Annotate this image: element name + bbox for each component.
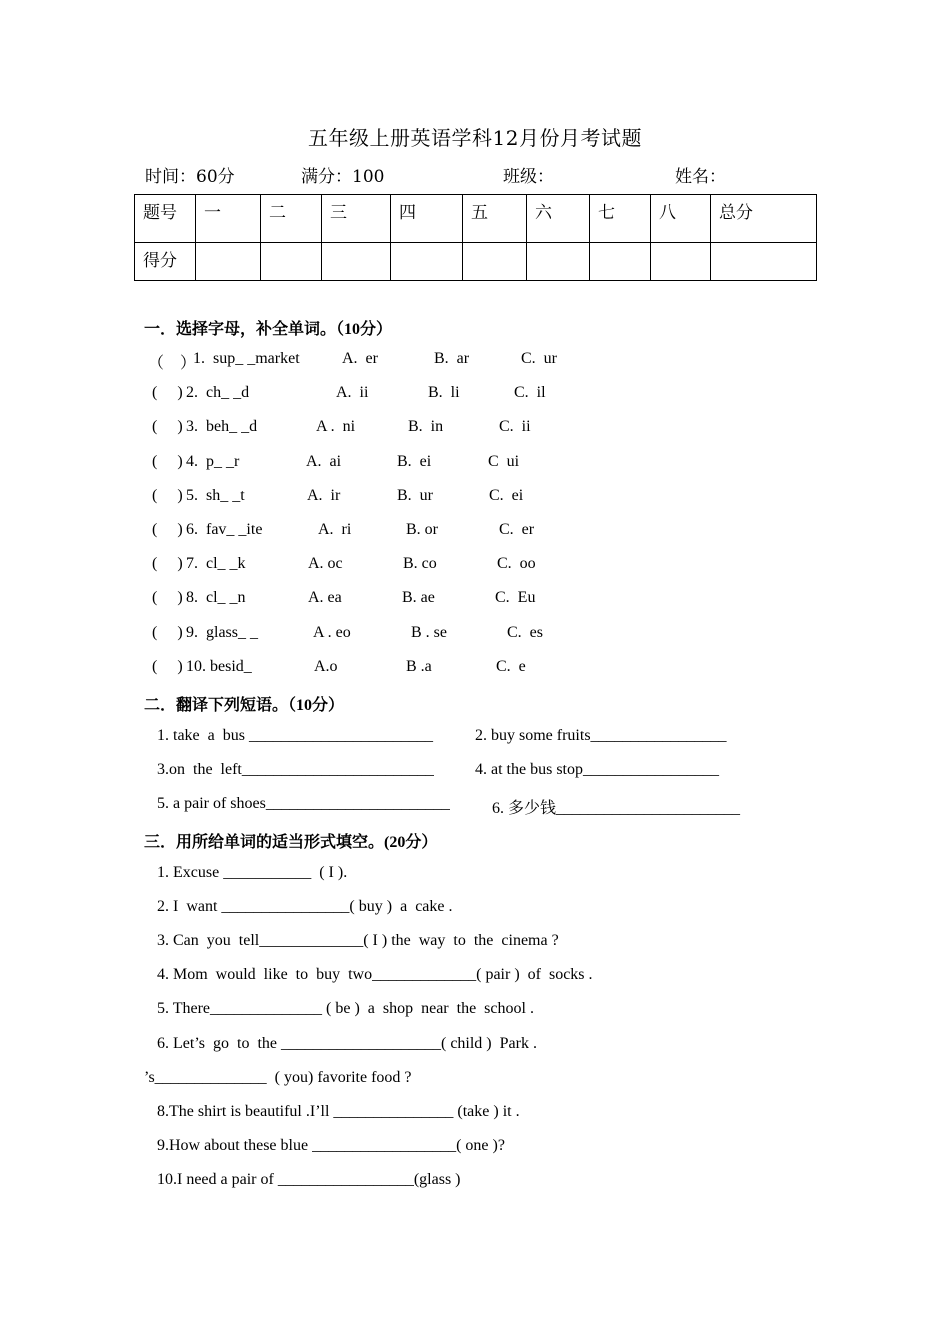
- name-field-label: 姓名：: [675, 167, 726, 187]
- class-field-label: 班级：: [503, 167, 554, 187]
- option-c: C. ur: [521, 350, 557, 367]
- question-text: 2. ch_ _d: [186, 384, 250, 402]
- fill-blank-item: 6. Let’s go to the ____________________( child ) Park .: [157, 1034, 537, 1052]
- option-b: B. in: [408, 418, 444, 436]
- option-b: B. ae: [402, 589, 435, 607]
- score-cell-total[interactable]: [711, 243, 817, 281]
- option-c: C. e: [496, 657, 526, 675]
- translation-item: 3.on the left________________________: [157, 761, 434, 778]
- option-a: A. er: [342, 350, 378, 367]
- header-cell-3: 三: [322, 195, 391, 243]
- fill-blank-item: 9.How about these blue __________________( one )?: [157, 1136, 505, 1154]
- header-cell-7: 七: [590, 195, 651, 243]
- score-cell-8[interactable]: [651, 243, 711, 281]
- option-b: B. ei: [397, 452, 432, 470]
- answer-paren[interactable]: ( ): [152, 623, 183, 641]
- answer-paren[interactable]: ( ): [152, 521, 183, 538]
- fill-blank-item: 8.The shirt is beautiful .I’ll _______________ (take ) it .: [157, 1102, 520, 1120]
- fill-blank-item: 5. There______________ ( be ) a shop near the school .: [157, 1000, 534, 1018]
- option-a: A. oc: [308, 555, 343, 573]
- option-b: B. ur: [397, 486, 433, 504]
- option-b: B. ar: [434, 350, 470, 367]
- section-1-heading: 一．选择字母，补全单词。（10分）: [144, 319, 393, 338]
- option-a: A . eo: [313, 623, 351, 641]
- option-c: C ui: [488, 452, 520, 470]
- answer-paren[interactable]: ( ): [152, 589, 183, 607]
- answer-paren[interactable]: ( ): [152, 657, 183, 675]
- section-2-heading: 二．翻译下列短语。（10分）: [144, 695, 345, 714]
- question-text: 10. besid_: [186, 657, 252, 675]
- header-cell-8: 八: [651, 195, 711, 243]
- header-cell-total: 总分: [711, 195, 817, 243]
- option-a: A. ai: [306, 452, 342, 470]
- option-b: B. co: [403, 555, 437, 573]
- translation-item: 2. buy some fruits_________________: [475, 727, 727, 744]
- score-cell-4[interactable]: [391, 243, 463, 281]
- option-a: A. ir: [307, 486, 341, 504]
- fill-blank-item: 10.I need a pair of _________________(glass ): [157, 1170, 461, 1188]
- header-cell-4: 四: [391, 195, 463, 243]
- option-c: C. ei: [489, 486, 524, 504]
- option-a: A. ri: [318, 521, 352, 538]
- score-cell-3[interactable]: [322, 243, 391, 281]
- fill-blank-item: 3. Can you tell_____________( I ) the way to the cinema ?: [157, 932, 559, 950]
- option-c: C. il: [514, 384, 546, 402]
- question-text: 9. glass_ _: [186, 623, 258, 641]
- score-cell-6[interactable]: [527, 243, 590, 281]
- score-cell-7[interactable]: [590, 243, 651, 281]
- header-cell-number: 题号: [135, 195, 196, 243]
- question-text: 4. p_ _r: [186, 452, 240, 470]
- option-b: B. or: [406, 521, 438, 538]
- option-c: C. ii: [499, 418, 531, 436]
- time-label: 时间：60分: [145, 167, 235, 187]
- score-cell-1[interactable]: [196, 243, 261, 281]
- score-row-label: 得分: [135, 243, 196, 281]
- section-3-heading: 三．用所给单词的适当形式填空。(20分）: [144, 832, 438, 851]
- question-text: 6. fav_ _ite: [186, 521, 263, 538]
- option-b: B .a: [406, 657, 432, 675]
- page-title: 五年级上册英语学科12月份月考试题: [308, 126, 642, 150]
- header-cell-2: 二: [261, 195, 322, 243]
- full-score-label: 满分：100: [301, 167, 385, 187]
- fill-blank-item: 1. Excuse ___________ ( I ).: [157, 864, 348, 881]
- answer-paren[interactable]: ( ): [152, 452, 183, 470]
- fill-blank-item: ’s______________ ( you) favorite food ?: [144, 1068, 412, 1086]
- answer-paren[interactable]: （ ）: [148, 355, 197, 372]
- translation-item: 1. take a bus _______________________: [157, 727, 433, 744]
- answer-paren[interactable]: ( ): [152, 486, 183, 504]
- option-a: A. ea: [308, 589, 342, 607]
- option-c: C. es: [507, 623, 543, 641]
- translation-item: 5. a pair of shoes_______________________: [157, 795, 450, 812]
- question-text: 1. sup_ _market: [193, 350, 300, 367]
- score-cell-5[interactable]: [463, 243, 527, 281]
- answer-paren[interactable]: ( ): [152, 555, 183, 573]
- translation-item: 6. 多少钱_______________________: [492, 800, 741, 817]
- option-a: A. ii: [336, 384, 369, 402]
- fill-blank-item: 4. Mom would like to buy two_____________( pair ) of socks .: [157, 966, 593, 984]
- option-a: A . ni: [316, 418, 356, 436]
- option-b: B. li: [428, 384, 460, 402]
- answer-paren[interactable]: ( ): [152, 384, 183, 402]
- fill-blank-item: 2. I want ________________( buy ) a cake .: [157, 898, 453, 916]
- header-cell-5: 五: [463, 195, 527, 243]
- score-table: [134, 194, 817, 281]
- answer-paren[interactable]: ( ): [152, 418, 183, 436]
- option-c: C. er: [499, 521, 535, 538]
- option-b: B . se: [411, 623, 447, 641]
- question-text: 5. sh_ _t: [186, 486, 245, 504]
- option-c: C. oo: [497, 555, 536, 573]
- question-text: 7. cl_ _k: [186, 555, 246, 573]
- question-text: 3. beh_ _d: [186, 418, 258, 436]
- header-cell-6: 六: [527, 195, 590, 243]
- option-a: A.o: [314, 657, 338, 675]
- score-cell-2[interactable]: [261, 243, 322, 281]
- header-cell-1: 一: [196, 195, 261, 243]
- option-c: C. Eu: [495, 589, 536, 607]
- translation-item: 4. at the bus stop_________________: [475, 761, 719, 778]
- question-text: 8. cl_ _n: [186, 589, 246, 607]
